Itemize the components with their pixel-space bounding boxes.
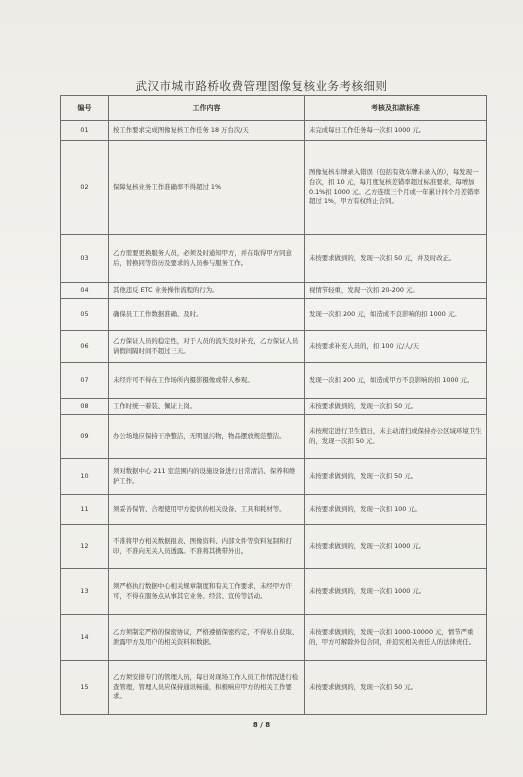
row-content: 不准将甲方相关数据报表、图像资料、内部文件等资料复制和打印，不准向无关人员透露。不准将其携带外出。 xyxy=(109,525,305,569)
header-content: 工作内容 xyxy=(109,96,305,121)
row-content: 乙方须安排专门的管理人员，每日对现场工作人员工作情况进行检查管理，管理人员应保持通讯畅通，积极响应甲方的相关工作要求。 xyxy=(109,661,305,715)
table-row xyxy=(61,399,487,415)
page-number: 8 / 8 xyxy=(252,721,271,729)
table-row xyxy=(61,121,487,141)
row-standard: 发现一次扣 200 元，如造成甲方不良影响的扣 1000 元。 xyxy=(305,363,487,399)
row-standard: 未完成每日工作任务每一次扣 1000 元。 xyxy=(305,121,487,141)
row-number: 03 xyxy=(61,235,109,283)
row-number: 04 xyxy=(61,283,109,299)
row-number: 05 xyxy=(61,299,109,331)
row-content: 办公场地应保持干净整洁，无明显污物，物品摆放规范整洁。 xyxy=(109,415,305,459)
row-content: 未经许可不得在工作场所内摄影摄像或带人参观。 xyxy=(109,363,305,399)
row-standard: 未按要求做到的，发现一次扣 1000 元。 xyxy=(305,525,487,569)
row-number: 02 xyxy=(61,141,109,235)
row-content: 乙方保证人员的稳定性，对于人员的流失及时补充，乙方保证人员请假间隔时间不超过三天。 xyxy=(109,331,305,363)
row-content: 确保员工工作数据准确、及时。 xyxy=(109,299,305,331)
row-standard: 发现一次扣 200 元，如造成不良影响的扣 1000 元。 xyxy=(305,299,487,331)
row-number: 08 xyxy=(61,399,109,415)
header-standard: 考核及扣款标准 xyxy=(305,96,487,121)
row-standard: 未按要求做到的，发现一次扣 50 元。 xyxy=(305,459,487,495)
row-number: 01 xyxy=(61,121,109,141)
row-number: 09 xyxy=(61,415,109,459)
row-standard: 未按要求做到的，发现一次扣 1000 元。 xyxy=(305,569,487,615)
row-content: 其他违反 ETC 业务操作流程的行为。 xyxy=(109,283,305,299)
table-row xyxy=(61,495,487,525)
table-row xyxy=(61,283,487,299)
table-row xyxy=(61,363,487,399)
row-number: 10 xyxy=(61,459,109,495)
row-content: 须对数据中心 211 室范围内的设施设备进行日常清洁、保养和维护工作。 xyxy=(109,459,305,495)
table-header-row xyxy=(61,96,487,121)
row-standard: 图像复核车牌录入错误（包括有效车牌未录入的），每发现一台次，扣 10 元，每月度复核差错率超过标准要求，每增加 0.1%扣 1000 元。乙方连续三个月或一年累计四个月差错率超过 1%，甲方有权终止合同。 xyxy=(305,141,487,235)
table-row xyxy=(61,459,487,495)
row-content: 保障复核业务工作准确率不得超过 1% xyxy=(109,141,305,235)
row-content: 乙方需要更换服务人员，必须及时通知甲方，并在取得甲方同意后，替换同等资历及要求的人员参与服务工作。 xyxy=(109,235,305,283)
table-row xyxy=(61,331,487,363)
row-standard: 未按要求做到的，发现一次扣 50 元。 xyxy=(305,399,487,415)
row-content: 须严格执行数据中心相关规章制度和有关工作要求，未经甲方许可，不得在服务点从事其它业务、经营、宣传等活动。 xyxy=(109,569,305,615)
document-title: 武汉市城市路桥收费管理图像复核业务考核细则 xyxy=(135,79,388,93)
row-standard: 未按要求做到的，发现一次扣 1000-10000 元，情节严重的，甲方可解除外包合同，并追究相关责任人的法律责任。 xyxy=(305,615,487,661)
table-row xyxy=(61,525,487,569)
table-row xyxy=(61,299,487,331)
row-content: 工作时统一着装、佩证上岗。 xyxy=(109,399,305,415)
row-number: 15 xyxy=(61,661,109,715)
row-content: 按工作要求完成图像复核工作任务 18 万台次/天 xyxy=(109,121,305,141)
assessment-table xyxy=(60,95,487,715)
row-standard: 未按规定进行卫生值日，未主动清扫或保持办公区域环境卫生的，发现一次扣 50 元。 xyxy=(305,415,487,459)
row-standard: 视情节轻重，发现一次扣 20-200 元。 xyxy=(305,283,487,299)
table-row xyxy=(61,235,487,283)
row-number: 11 xyxy=(61,495,109,525)
table-row xyxy=(61,615,487,661)
row-number: 13 xyxy=(61,569,109,615)
table-row xyxy=(61,141,487,235)
row-standard: 未按要求做到的，发现一次扣 50 元，并及时改正。 xyxy=(305,235,487,283)
row-number: 07 xyxy=(61,363,109,399)
table-row xyxy=(61,569,487,615)
row-number: 12 xyxy=(61,525,109,569)
row-number: 14 xyxy=(61,615,109,661)
header-no: 编号 xyxy=(61,96,109,121)
row-content: 乙方须制定严格的保密协议，严格遵循保密约定，不得私自获取、泄露甲方及用户的相关资料和数据。 xyxy=(109,615,305,661)
table-row xyxy=(61,415,487,459)
row-content: 须妥善保管、合理使用甲方提供的相关设备、工具和耗材等。 xyxy=(109,495,305,525)
table-row xyxy=(61,661,487,715)
row-standard: 未按要求做到的，发现一次扣 50 元。 xyxy=(305,661,487,715)
row-standard: 未按要求做到的，发现一次扣 100 元。 xyxy=(305,495,487,525)
row-number: 06 xyxy=(61,331,109,363)
row-standard: 未按要求补充人员的，扣 100 元/人/天 xyxy=(305,331,487,363)
